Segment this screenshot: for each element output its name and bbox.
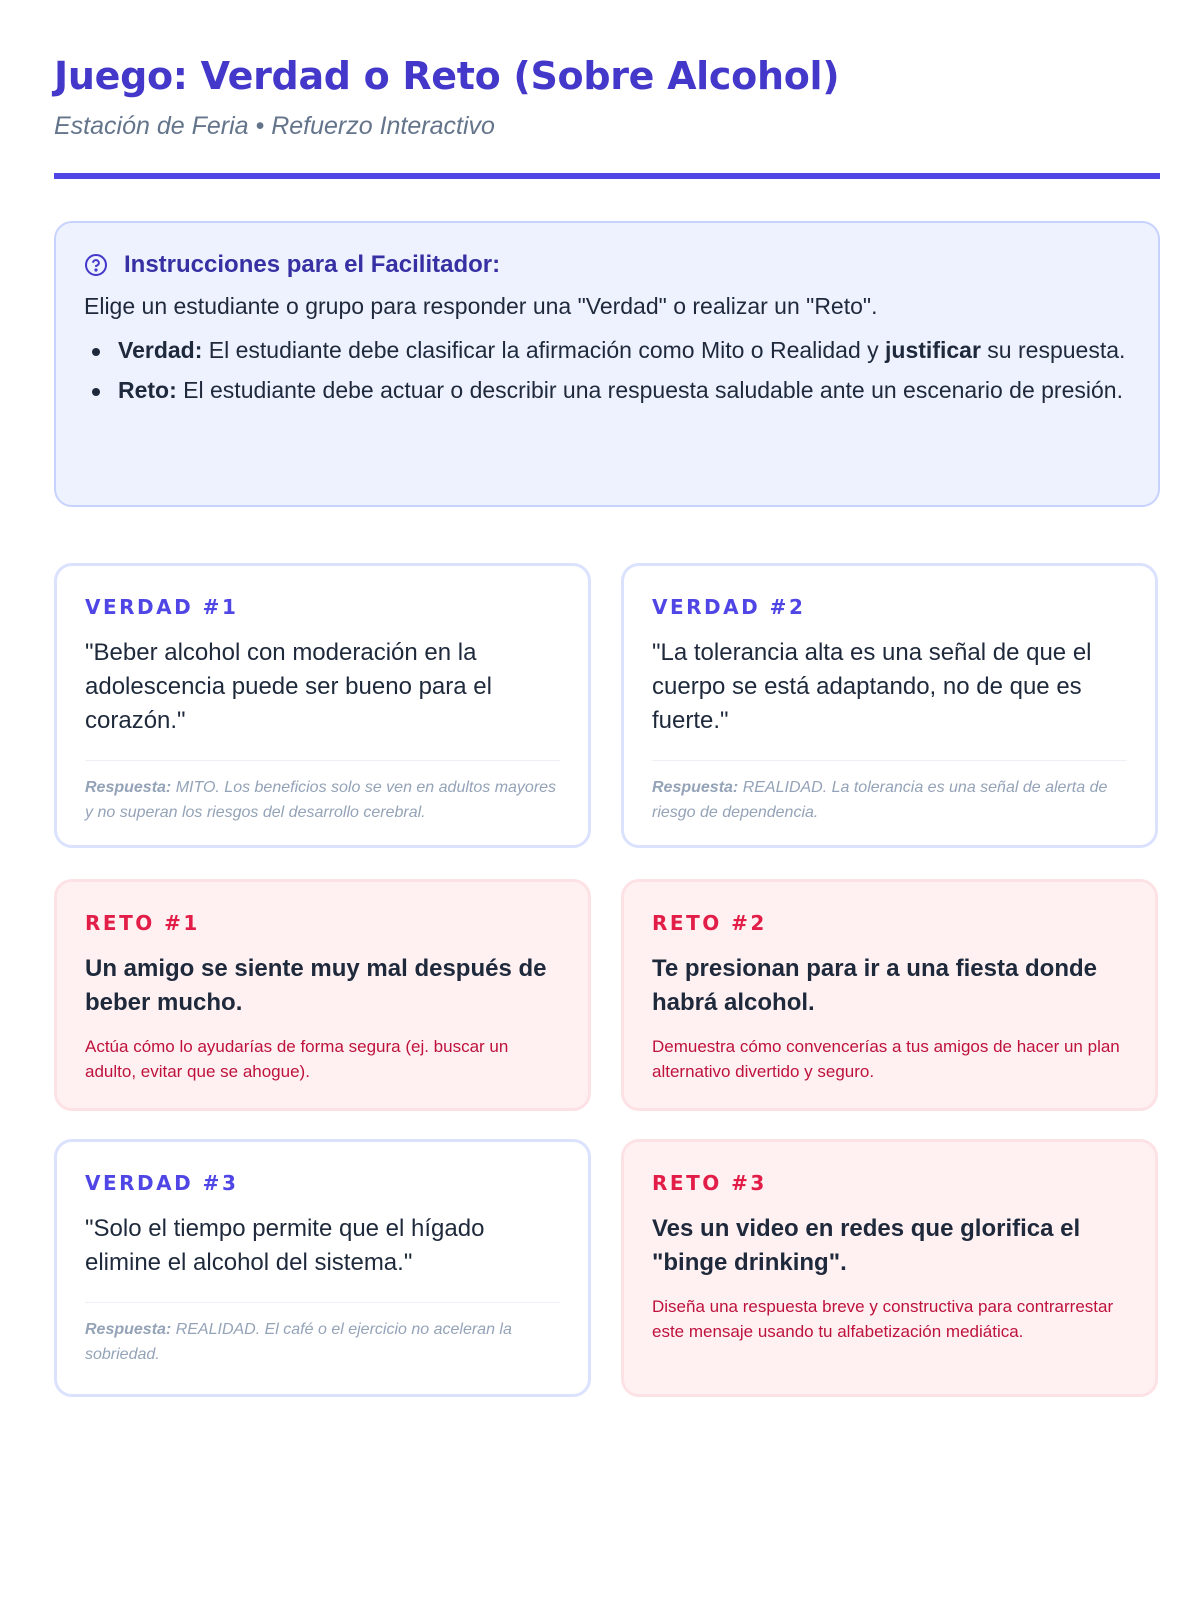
card-statement: "La tolerancia alta es una señal de que el cuerpo se está adaptando, no de que es fuerte." [652, 639, 1092, 734]
card-statement: "Solo el tiempo permite que el hígado elimine el alcohol del sistema." [85, 1215, 485, 1276]
instructions-title: Instrucciones para el Facilitador: [124, 251, 501, 278]
card-divider [85, 1302, 560, 1303]
card-description: Actúa cómo lo ayudarías de forma segura (ej. buscar un adulto, evitar que se ahogue). [85, 1037, 509, 1081]
card-statement: Ves un video en redes que glorifica el "binge drinking". [652, 1215, 1081, 1276]
instructions-intro: Elige un estudiante o grupo para responder una "Verdad" o realizar un "Reto". [84, 293, 878, 319]
card-description: Diseña una respuesta breve y constructiva para contrarrestar este mensaje usando tu alfabetización mediática. [652, 1297, 1114, 1341]
card-answer [85, 1317, 560, 1367]
card-label: VERDAD #2 [652, 595, 806, 619]
card-reto-1 [54, 879, 591, 1111]
instruction-item-dare [84, 373, 1130, 407]
instruction-term: Reto: [118, 377, 177, 403]
card-label: VERDAD #1 [85, 595, 239, 619]
card-answer [652, 775, 1127, 825]
instruction-text: El estudiante debe actuar o describir una respuesta saludable ante un escenario de presión. [176, 377, 1123, 403]
page-subtitle: Estación de Feria • Refuerzo Interactivo [54, 112, 495, 140]
instruction-term: Verdad: [118, 337, 203, 363]
answer-label: Respuesta: [85, 1321, 172, 1338]
card-reto-2 [621, 879, 1158, 1111]
answer-text: REALIDAD. El café o el ejercicio no aceleran la sobriedad. [85, 1321, 512, 1363]
answer-label: Respuesta: [85, 779, 172, 796]
card-verdad-1 [54, 563, 591, 848]
card-description: Demuestra cómo convencerías a tus amigos de hacer un plan alternativo divertido y seguro. [652, 1037, 1120, 1081]
card-label: VERDAD #3 [85, 1171, 239, 1195]
card-statement: Un amigo se siente muy mal después de beber mucho. [85, 955, 547, 1016]
card-label: RETO #1 [85, 911, 200, 935]
card-reto-3 [621, 1139, 1158, 1397]
card-statement: "Beber alcohol con moderación en la adolescencia puede ser bueno para el corazón." [85, 639, 492, 734]
instructions-list [84, 333, 1130, 407]
card-answer [85, 775, 560, 825]
instruction-text: El estudiante debe clasificar la afirmación como Mito o Realidad y [202, 337, 886, 363]
instruction-emphasis: justificar [885, 337, 981, 363]
instructions-header [84, 249, 1130, 281]
card-label: RETO #3 [652, 1171, 767, 1195]
card-divider [85, 760, 560, 761]
page-title: Juego: Verdad o Reto (Sobre Alcohol) [54, 54, 840, 98]
card-label: RETO #2 [652, 911, 767, 935]
card-divider [652, 760, 1127, 761]
card-statement: Te presionan para ir a una fiesta donde habrá alcohol. [652, 955, 1097, 1016]
header-divider [54, 173, 1160, 179]
instruction-text: su respuesta. [980, 337, 1126, 363]
card-verdad-2 [621, 563, 1158, 848]
card-verdad-3 [54, 1139, 591, 1397]
instruction-item-truth [84, 333, 1130, 367]
answer-text: REALIDAD. La tolerancia es una señal de alerta de riesgo de dependencia. [652, 779, 1108, 821]
answer-text: MITO. Los beneficios solo se ven en adultos mayores y no superan los riesgos del desarrollo cerebral. [85, 779, 557, 821]
facilitator-instructions-box [54, 221, 1160, 507]
answer-label: Respuesta: [652, 779, 739, 796]
help-circle-icon [84, 253, 108, 277]
